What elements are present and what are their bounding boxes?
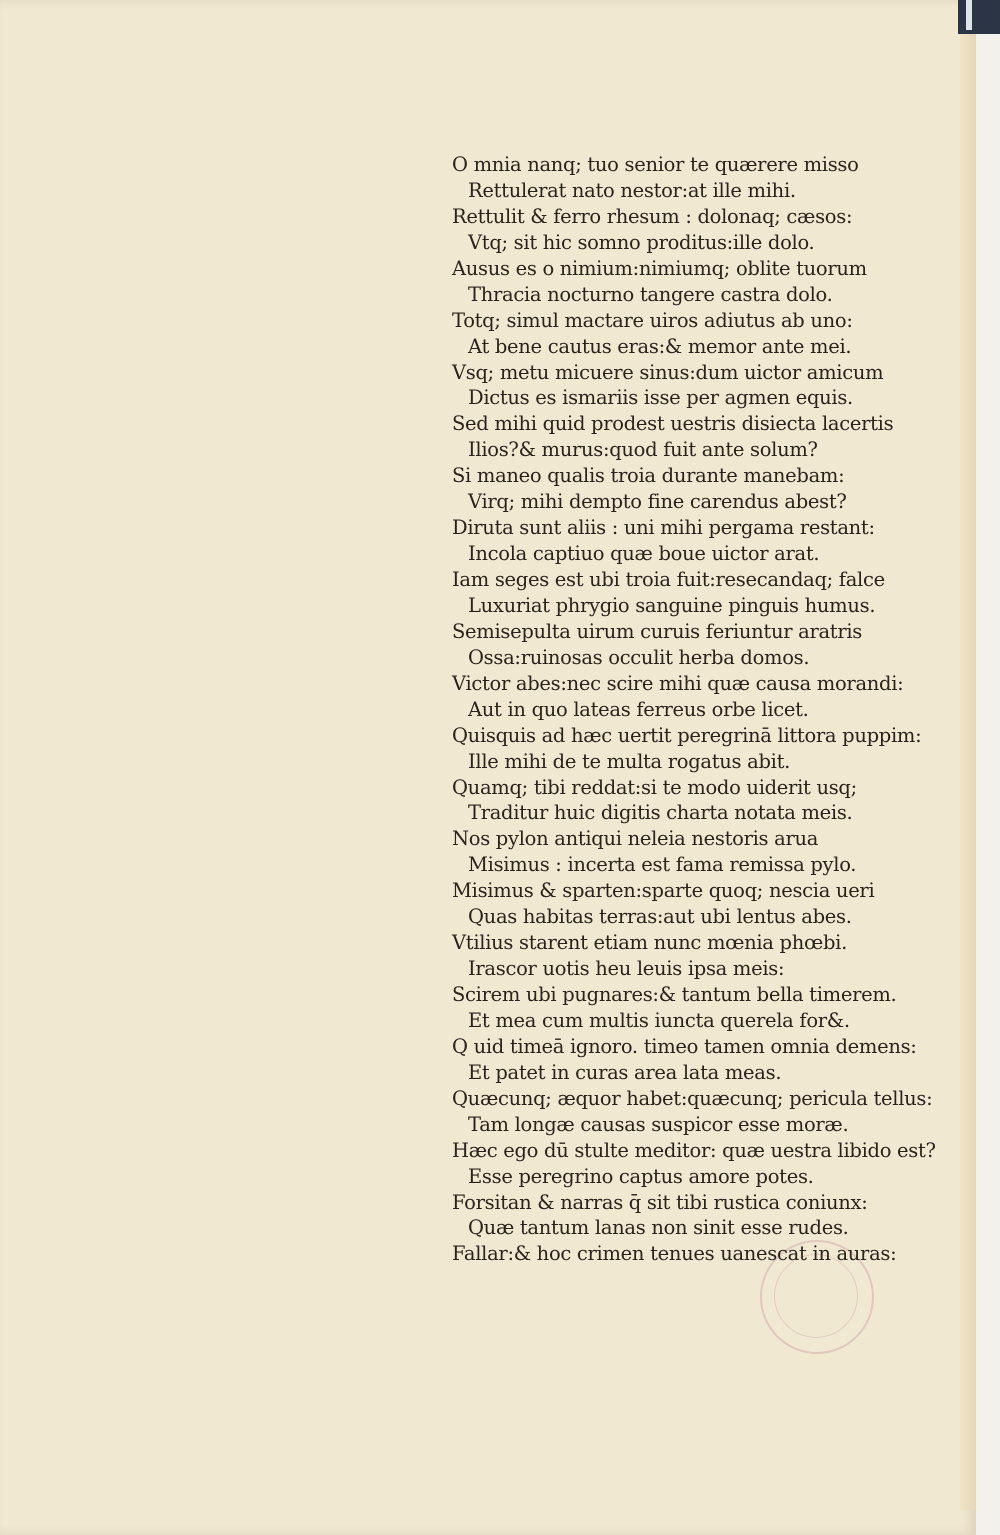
verse-line: Virq; mihi dempto fine carendus abest? <box>468 490 847 514</box>
verse-line: Vsq; metu micuere sinus:dum uictor amicum <box>452 360 884 384</box>
verse-line: O mnia nanq; tuo senior te quærere misso <box>452 153 859 176</box>
verse-line: Rettulit & ferro rhesum : dolonaq; cæsos: <box>452 204 853 228</box>
page-edge <box>960 30 976 1510</box>
verse-line: Esse peregrino captus amore potes. <box>468 1164 814 1188</box>
verse-line: Quæcunq; æquor habet:quæcunq; pericula tellus: <box>452 1086 933 1110</box>
verse-line: Diruta sunt aliis : uni mihi pergama restant: <box>452 516 875 540</box>
verse-line: Vtilius starent etiam nunc mœnia phœbi. <box>452 931 847 955</box>
book-cover-corner <box>958 0 1000 34</box>
verse-line: Misimus : incerta est fama remissa pylo. <box>468 853 857 877</box>
verse-line: Ausus es o nimium:nimiumq; oblite tuorum <box>452 256 867 280</box>
verse-line: Iam seges est ubi troia fuit:resecandaq; falce <box>452 568 885 591</box>
verse-line: Irascor uotis heu leuis ipsa meis: <box>468 957 785 981</box>
verse-line: Ossa:ruinosas occulit herba domos. <box>468 645 810 669</box>
verse-line: Forsitan & narras q̄ sit tibi rustica coniunx: <box>452 1190 868 1214</box>
verse-line: Incola captiuo quæ boue uictor arat. <box>468 542 820 566</box>
verse-line: Quæ tantum lanas non sinit esse rudes. <box>468 1216 849 1240</box>
cover-highlight <box>966 0 972 30</box>
verse-line: Totq; simul mactare uiros adiutus ab uno: <box>452 308 853 332</box>
verse-line: Quisquis ad hæc uertit peregrinā littora puppim: <box>452 723 922 747</box>
verse-line: Rettulerat nato nestor:at ille mihi. <box>468 178 796 202</box>
verse-line: Vtq; sit hic somno proditus:ille dolo. <box>468 230 815 254</box>
verse-line: Et patet in curas area lata meas. <box>468 1060 782 1084</box>
verse-line: Victor abes:nec scire mihi quæ causa morandi: <box>452 671 904 695</box>
verse-line: Si maneo qualis troia durante manebam: <box>452 464 845 488</box>
verse-line: Et mea cum multis iuncta querela for&. <box>468 1008 850 1032</box>
verse-line: Nos pylon antiqui neleia nestoris arua <box>452 827 819 851</box>
verse-line: Scirem ubi pugnares:& tantum bella timerem. <box>452 983 897 1006</box>
verse-line: Quas habitas terras:aut ubi lentus abes. <box>468 905 852 929</box>
verse-line: Fallar:& hoc crimen tenues uanescat in auras: <box>452 1242 897 1266</box>
verse-line: Quamq; tibi reddat:si te modo uiderit usq; <box>452 775 857 799</box>
verse-line: Q uid timeā ignoro. timeo tamen omnia demens: <box>452 1034 917 1058</box>
verse-line: Ille mihi de te multa rogatus abit. <box>468 749 791 773</box>
verse-line: Dictus es ismariis isse per agmen equis. <box>468 386 853 410</box>
verse-line: Sed mihi quid prodest uestris disiecta lacertis <box>452 412 894 436</box>
verse-line: Luxuriat phrygio sanguine pinguis humus. <box>468 593 876 617</box>
verse-line: Ilios?& murus:quod fuit ante solum? <box>468 438 818 462</box>
verse-line: At bene cautus eras:& memor ante mei. <box>468 334 852 358</box>
verse-line: Semisepulta uirum curuis feriuntur aratris <box>452 619 863 643</box>
verse-line: Traditur huic digitis charta notata meis. <box>468 801 853 825</box>
verse-line: Misimus & sparten:sparte quoq; nescia ueri <box>452 879 875 903</box>
verse-line: Aut in quo lateas ferreus orbe licet. <box>468 697 809 721</box>
verse-line: Tam longæ causas suspicor esse moræ. <box>468 1112 849 1136</box>
verse-line: Hæc ego dū stulte meditor: quæ uestra libido est? <box>452 1138 936 1162</box>
verse-line: Thracia nocturno tangere castra dolo. <box>468 282 833 306</box>
verse-text-block <box>452 152 936 1267</box>
